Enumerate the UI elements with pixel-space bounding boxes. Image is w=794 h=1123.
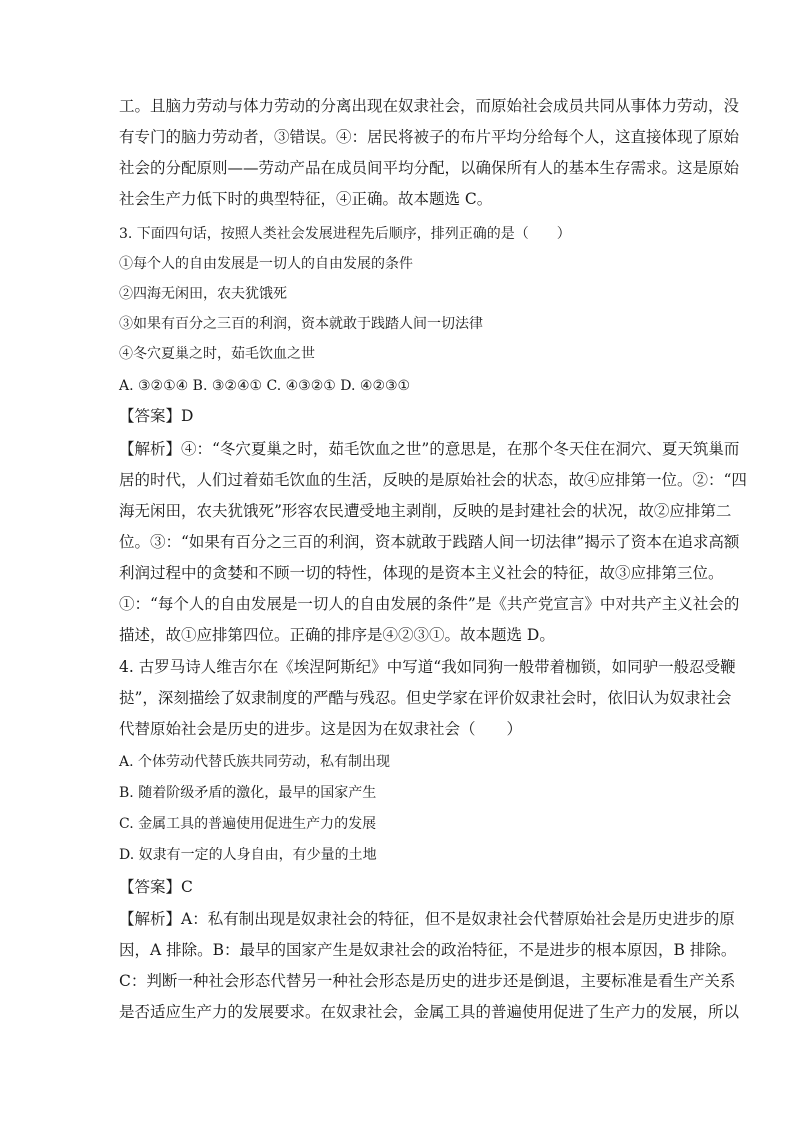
intro-line: 社会的分配原则——劳动产品在成员间平均分配，以确保所有人的基本生存需求。这是原始 [119, 159, 740, 177]
question-4-analysis-line: 是否适应生产力的发展要求。在奴隶社会，金属工具的普遍使用促进了生产力的发展，所以 [119, 1003, 740, 1021]
question-3-statement: ③如果有百分之三百的利润，资本就敢于践踏人间一切法律 [119, 316, 483, 332]
question-3-analysis-line: 海无闲田，农夫犹饿死”形容农民遭受地主剥削，反映的是封建社会的状况，故②应排第二 [119, 502, 732, 520]
question-4-stem-line: 4. 古罗马诗人维吉尔在《埃涅阿斯纪》中写道“我如同狗一般带着枷锁，如同驴一般忍受鞭 [119, 658, 736, 676]
question-4-stem-line: 挞”，深刻描绘了奴隶制度的严酷与残忍。但史学家在评价奴隶社会时，依旧认为奴隶社会 [119, 689, 732, 707]
question-4-answer: 【答案】C [119, 878, 193, 896]
question-4-option: D. 奴隶有一定的人身自由，有少量的土地 [119, 847, 377, 863]
intro-line: 工。且脑力劳动与体力劳动的分离出现在奴隶社会，而原始社会成员共同从事体力劳动，没 [119, 97, 740, 115]
question-3-answer: 【答案】D [119, 407, 194, 425]
question-3-options: A. ③②①④ B. ③②④① C. ④③②① D. ④②③① [119, 378, 411, 394]
question-4-analysis-line: C：判断一种社会形态代替另一种社会形态是历史的进步还是倒退，主要标准是看生产关系 [119, 972, 736, 990]
question-4-analysis-line: 【解析】A：私有制出现是奴隶社会的特征，但不是奴隶社会代替原始社会是历史进步的原 [119, 910, 735, 928]
question-4-option: A. 个体劳动代替氏族共同劳动，私有制出现 [119, 754, 391, 770]
question-3-analysis-line: 【解析】④：“冬穴夏巢之时，茹毛饮血之世”的意思是，在那个冬天住在洞穴、夏天筑巢而 [119, 440, 740, 458]
question-3-statement: ①每个人的自由发展是一切人的自由发展的条件 [119, 256, 413, 272]
question-4-stem-line: 代替原始社会是历史的进步。这是因为在奴隶社会（ ） [119, 720, 523, 738]
question-3-analysis-line: 描述，故①应排第四位。正确的排序是④②③①。故本题选 D。 [119, 626, 555, 644]
question-3-stem: 3. 下面四句话，按照人类社会发展进程先后顺序，排列正确的是（ ） [119, 226, 571, 242]
intro-line: 社会生产力低下时的典型特征，④正确。故本题选 C。 [119, 190, 493, 208]
question-3-analysis-line: 居的时代，人们过着茹毛饮血的生活，反映的是原始社会的状态，故④应排第一位。②：“四 [119, 471, 747, 489]
question-3-analysis-line: 利润过程中的贪婪和不顾一切的特性，体现的是资本主义社会的特征，故③应排第三位。 [119, 564, 724, 582]
question-3-statement: ②四海无闲田，农夫犹饿死 [119, 286, 287, 302]
question-3-analysis-line: ①：“每个人的自由发展是一切人的自由发展的条件”是《共产党宣言》中对共产主义社会的 [119, 595, 740, 613]
intro-line: 有专门的脑力劳动者，③错误。④：居民将被子的布片平均分给每个人，这直接体现了原始 [119, 128, 740, 146]
question-4-option: B. 随着阶级矛盾的激化，最早的国家产生 [119, 785, 377, 801]
question-3-analysis-line: 位。③：“如果有百分之三百的利润，资本就敢于践踏人间一切法律”揭示了资本在追求高额 [119, 533, 740, 551]
question-3-statement: ④冬穴夏巢之时，茹毛饮血之世 [119, 346, 315, 362]
question-4-analysis-line: 因，A 排除。B：最早的国家产生是奴隶社会的政治特征，不是进步的根本原因，B 排除。 [119, 941, 737, 959]
question-4-option: C. 金属工具的普遍使用促进生产力的发展 [119, 816, 377, 832]
